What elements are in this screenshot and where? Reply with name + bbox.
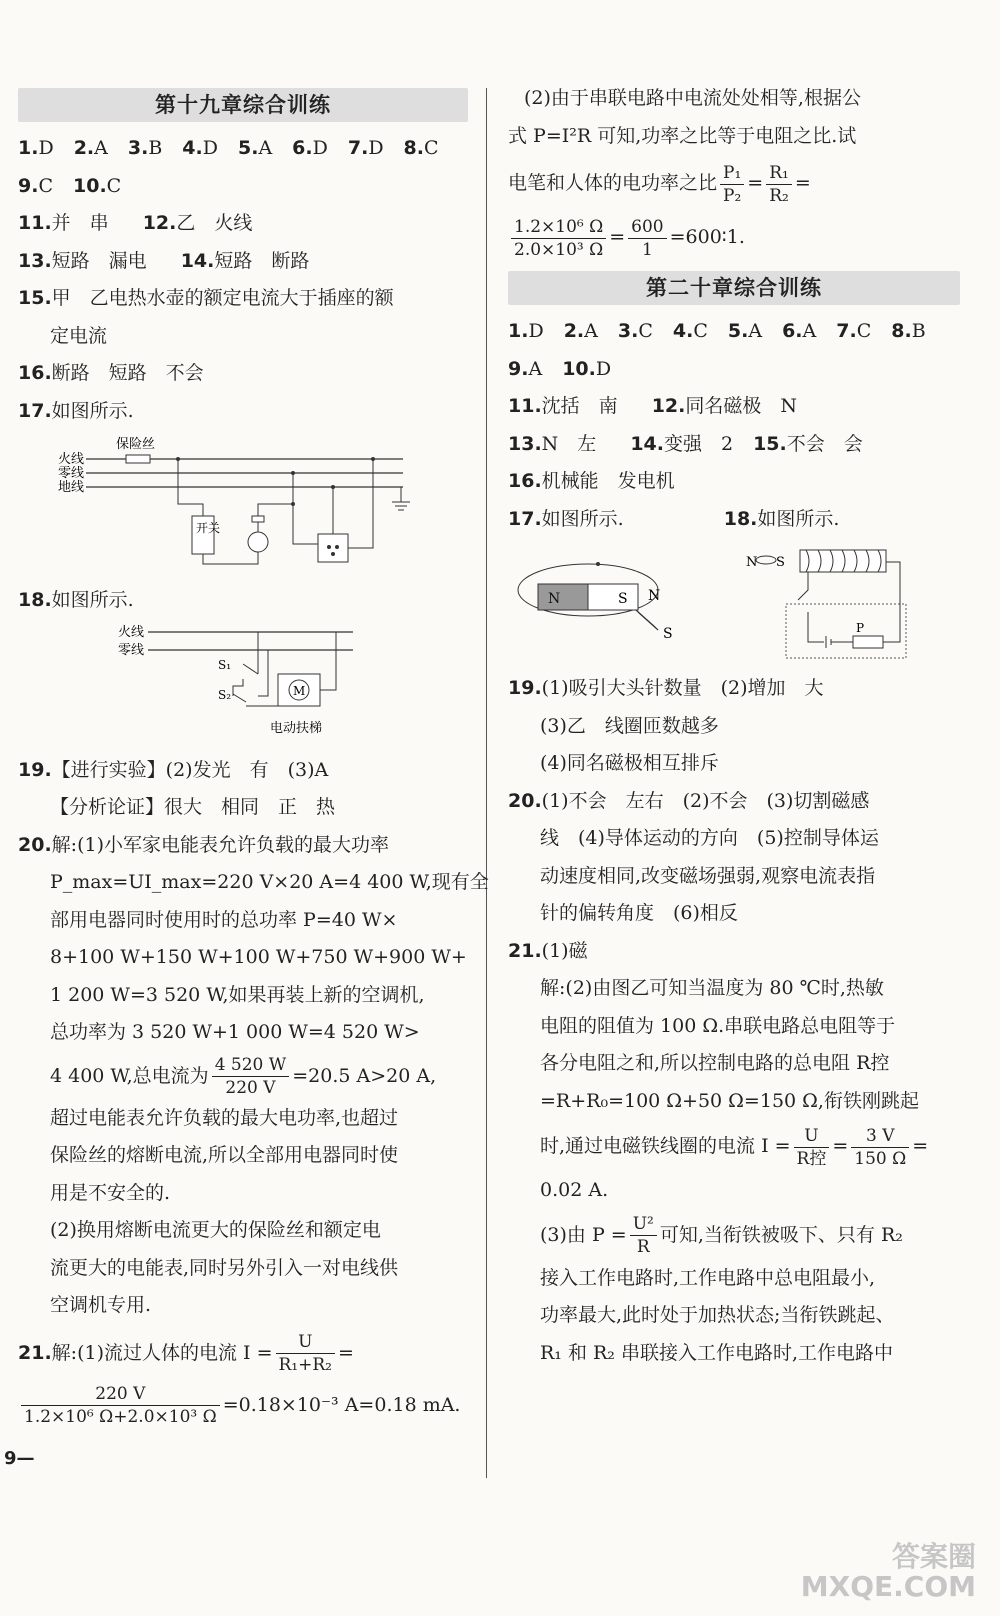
fire-wire-label: 火线 bbox=[58, 452, 85, 467]
q-num: 8. bbox=[891, 320, 912, 342]
motor-label: M bbox=[293, 683, 306, 698]
answer-17-18 bbox=[508, 501, 960, 539]
answer-20-l12: 流更大的电能表,同时另外引入一对电线供 bbox=[50, 1256, 399, 1279]
answer-row-1 bbox=[508, 313, 960, 351]
answer-choice: D bbox=[528, 320, 544, 342]
q-num: 4. bbox=[182, 137, 203, 159]
answer-20-l10: 用是不安全的. bbox=[50, 1181, 171, 1204]
denominator: 1 bbox=[641, 239, 653, 260]
answer: (1)吸引大头针数量 (2)增加 大 bbox=[541, 677, 824, 699]
answer: 短路 漏电 bbox=[51, 249, 147, 272]
compass2-s-label: S bbox=[776, 555, 785, 570]
cont-l3 bbox=[508, 155, 960, 211]
q-num: 10. bbox=[562, 357, 596, 380]
fraction bbox=[794, 1125, 830, 1170]
denominator: R₂ bbox=[769, 185, 789, 206]
q-num: 7. bbox=[836, 320, 857, 342]
answer-choice: D bbox=[202, 137, 218, 159]
answer-20-l3: 动速度相同,改变磁场强弱,观察电流表指 bbox=[540, 864, 876, 887]
q-num: 2. bbox=[563, 320, 585, 342]
q-num: 12. bbox=[142, 212, 177, 234]
answer-18 bbox=[18, 582, 468, 620]
text: 电笔和人体的电功率之比 bbox=[508, 172, 718, 194]
answer-choice: C bbox=[106, 174, 122, 197]
answer-20-l7 bbox=[18, 1052, 468, 1100]
answer-choice: A bbox=[258, 137, 273, 159]
answer-20-l2: P_max=UI_max=220 V×20 A=4 400 W,现有全 bbox=[50, 871, 489, 893]
denominator: P₂ bbox=[723, 185, 742, 206]
q-num: 17. bbox=[508, 507, 542, 530]
answer-21-l11: R₁ 和 R₂ 串联接入工作电路时,工作电路中 bbox=[540, 1341, 894, 1364]
watermark-logo: 答案圈 MXQE.COM bbox=[800, 1540, 976, 1603]
answer-choice: C bbox=[424, 137, 439, 159]
answer-21-l8 bbox=[508, 1210, 960, 1260]
fraction bbox=[21, 1383, 220, 1428]
q-num: 10. bbox=[73, 174, 107, 197]
answer: 沈括 南 bbox=[541, 395, 618, 417]
q-num: 11. bbox=[18, 212, 52, 234]
numerator: P₁ bbox=[720, 162, 744, 185]
equals: = bbox=[832, 1135, 849, 1157]
answer: 短路 断路 bbox=[214, 249, 310, 272]
answer-21-l4: 各分电阻之和,所以控制电路的总电阻 R控 bbox=[540, 1052, 890, 1074]
answer-choice: C bbox=[638, 320, 653, 342]
answer-20-l2: 线 (4)导体运动的方向 (5)控制导体运 bbox=[540, 827, 879, 849]
answer-choice: A bbox=[802, 320, 817, 342]
q-num: 21. bbox=[18, 1341, 52, 1364]
answer-choice: C bbox=[38, 174, 53, 197]
column-divider bbox=[486, 88, 487, 1478]
q-num: 8. bbox=[403, 137, 424, 159]
answer-15-cont: 定电流 bbox=[50, 324, 108, 347]
answer: 断路 短路 不会 bbox=[51, 362, 204, 384]
denominator: 2.0×10³ Ω bbox=[514, 239, 604, 260]
q-num: 6. bbox=[292, 137, 313, 159]
answer-13-14 bbox=[18, 243, 468, 281]
answer: 如图所示. bbox=[541, 507, 624, 530]
answer-choice: B bbox=[911, 320, 926, 342]
fraction bbox=[511, 216, 606, 261]
answer-20-l4: 8+100 W+150 W+100 W+750 W+900 W+ bbox=[50, 946, 467, 968]
answer-choice: D bbox=[595, 357, 612, 380]
denominator: 1.2×10⁶ Ω+2.0×10³ Ω bbox=[24, 1407, 217, 1427]
compass-n-label: N bbox=[648, 588, 661, 604]
q-num: 17. bbox=[18, 399, 52, 422]
text: 解:(1)流过人体的电流 I = bbox=[51, 1341, 273, 1364]
answer-19-l2: (3)乙 线圈匝数越多 bbox=[540, 714, 719, 737]
text: 4 400 W,总电流为 bbox=[50, 1064, 209, 1087]
answer-21-l7: 0.02 A. bbox=[540, 1179, 609, 1201]
household-circuit-diagram bbox=[18, 434, 418, 574]
fraction bbox=[630, 1213, 657, 1258]
answer-20-l11: (2)换用熔断电流更大的保险丝和额定电 bbox=[50, 1219, 381, 1241]
numerator: 3 V bbox=[851, 1125, 909, 1148]
answer: 不会 会 bbox=[786, 432, 863, 455]
fraction bbox=[851, 1125, 909, 1170]
answer-15 bbox=[18, 280, 468, 318]
denominator: R控 bbox=[796, 1148, 827, 1169]
answer-19-l3: (4)同名磁极相互排斥 bbox=[540, 752, 719, 774]
fraction bbox=[766, 162, 792, 207]
fraction bbox=[212, 1054, 290, 1099]
answer-20-l1 bbox=[18, 827, 468, 865]
slider-p-label: P bbox=[856, 621, 865, 635]
magnet-s-label: S bbox=[618, 591, 628, 607]
numerator: 600 bbox=[628, 216, 666, 239]
page-number: 9— bbox=[4, 1448, 35, 1469]
cont-l1: (2)由于串联电路中电流处处相等,根据公 bbox=[524, 87, 861, 109]
q-num: 15. bbox=[753, 432, 787, 455]
numerator: 1.2×10⁶ Ω bbox=[511, 216, 606, 239]
q-num: 6. bbox=[782, 320, 803, 342]
answer-21-l3: 电阻的阻值为 100 Ω.串联电路总电阻等于 bbox=[540, 1014, 896, 1037]
equals: = bbox=[747, 172, 764, 194]
answer-21-l2 bbox=[18, 1381, 468, 1429]
q-num: 14. bbox=[180, 249, 215, 272]
q-num: 12. bbox=[651, 395, 686, 417]
answer: 如图所示. bbox=[51, 589, 134, 611]
numerator: 4 520 W bbox=[212, 1054, 290, 1077]
compass-s-label: S bbox=[663, 626, 673, 642]
answer-choice: A bbox=[748, 320, 763, 342]
equals: = bbox=[337, 1341, 354, 1364]
switch-label: 开关 bbox=[196, 521, 221, 535]
text: 时,通过电磁铁线圈的电流 I = bbox=[540, 1135, 791, 1157]
q-num: 21. bbox=[508, 939, 542, 962]
answer-16 bbox=[18, 355, 468, 393]
numerator: R₁ bbox=[766, 162, 792, 185]
answer: 【进行实验】(2)发光 有 (3)A bbox=[51, 758, 329, 781]
answer-13-15 bbox=[508, 426, 960, 464]
q-num: 18. bbox=[723, 507, 758, 530]
q-num: 11. bbox=[508, 395, 542, 417]
answer: 机械能 发电机 bbox=[541, 470, 675, 492]
answer-19-l1 bbox=[508, 670, 960, 708]
q-num: 1. bbox=[508, 320, 529, 342]
q-num: 14. bbox=[630, 432, 664, 455]
cont-l2: 式 P=I²R 可知,功率之比等于电阻之比.试 bbox=[508, 124, 857, 147]
q-num: 2. bbox=[73, 137, 95, 159]
q-num: 4. bbox=[672, 320, 694, 342]
numerator: U bbox=[794, 1125, 830, 1148]
chapter19-title: 第十九章综合训练 bbox=[18, 88, 468, 122]
q-num: 13. bbox=[508, 432, 542, 455]
answer-row-2 bbox=[508, 351, 960, 389]
text: =20.5 A>20 A, bbox=[292, 1064, 437, 1087]
q-num: 13. bbox=[18, 249, 52, 272]
answer: 并 串 bbox=[51, 212, 109, 234]
cont-l4 bbox=[508, 211, 960, 263]
answer-21-l5: =R+R₀=100 Ω+50 Ω=150 Ω,衔铁刚跳起 bbox=[540, 1089, 919, 1112]
q-num: 20. bbox=[18, 833, 52, 856]
q-num: 18. bbox=[18, 589, 52, 611]
answer-20-l9: 保险丝的熔断电流,所以全部用电器同时使 bbox=[50, 1144, 399, 1166]
q-num: 7. bbox=[347, 137, 369, 159]
denominator: 150 Ω bbox=[854, 1148, 907, 1169]
ground-wire-label: 地线 bbox=[58, 480, 85, 495]
q-num: 5. bbox=[237, 137, 259, 159]
q-num: 16. bbox=[508, 470, 542, 492]
answer: 如图所示. bbox=[51, 399, 134, 422]
fraction bbox=[276, 1331, 335, 1376]
answer-choice: A bbox=[584, 320, 598, 342]
answer-21-l2: 解:(2)由图乙可知当温度为 80 ℃时,热敏 bbox=[540, 977, 884, 999]
answer-choice: D bbox=[38, 137, 54, 159]
q-num: 3. bbox=[127, 137, 149, 159]
numerator: U bbox=[276, 1331, 335, 1354]
text: =600∶1. bbox=[669, 226, 745, 248]
escalator-label: 电动扶梯 bbox=[270, 720, 323, 736]
answer-20-l13: 空调机专用. bbox=[50, 1294, 152, 1316]
text: (3)由 P = bbox=[540, 1223, 627, 1246]
compass2-n-label: N bbox=[746, 555, 758, 570]
answer-choice: D bbox=[312, 137, 328, 159]
answer-20-l3: 部用电器同时使用时的总功率 P=40 W× bbox=[50, 908, 398, 931]
fire-wire-label: 火线 bbox=[118, 624, 145, 640]
answer: N 左 bbox=[541, 432, 597, 455]
answer-row-1 bbox=[18, 130, 468, 168]
right-column bbox=[508, 80, 960, 1372]
zero-wire-label: 零线 bbox=[118, 642, 145, 658]
left-column bbox=[18, 80, 489, 1429]
answer-choice: A bbox=[94, 137, 108, 159]
q-num: 20. bbox=[508, 789, 542, 812]
equals: = bbox=[609, 226, 626, 248]
q-num: 3. bbox=[617, 320, 639, 342]
denominator: R bbox=[636, 1237, 650, 1257]
q-num: 5. bbox=[727, 320, 749, 342]
answer: 乙 火线 bbox=[176, 212, 253, 234]
zero-wire-label: 零线 bbox=[58, 466, 85, 481]
answer: 同名磁极 N bbox=[685, 395, 797, 417]
q-num: 19. bbox=[18, 758, 52, 781]
q-num: 16. bbox=[18, 362, 52, 384]
answer-20-l6: 总功率为 3 520 W+1 000 W=4 520 W> bbox=[50, 1021, 420, 1043]
answer-21-l10: 功率最大,此时处于加热状态;当衔铁跳起、 bbox=[540, 1304, 895, 1326]
answer-20-l8: 超过电能表允许负载的最大电功率,也超过 bbox=[50, 1106, 399, 1129]
answer-choice: B bbox=[148, 137, 163, 159]
fraction bbox=[720, 162, 744, 207]
chapter20-title: 第二十章综合训练 bbox=[508, 271, 960, 305]
denominator: R₁+R₂ bbox=[278, 1355, 332, 1375]
magnet-figures bbox=[508, 542, 958, 662]
answer-choice: C bbox=[856, 320, 872, 342]
answer-choice: D bbox=[368, 137, 384, 159]
text: 可知,当衔铁被吸下、只有 R₂ bbox=[659, 1223, 903, 1246]
answer-11-12 bbox=[18, 205, 468, 243]
answer-21-l9: 接入工作电路时,工作电路中总电阻最小, bbox=[540, 1266, 876, 1289]
equals: = bbox=[912, 1135, 929, 1157]
magnet-n-label: N bbox=[548, 591, 561, 607]
answer-21-l6 bbox=[508, 1120, 960, 1172]
answer: 如图所示. bbox=[757, 507, 840, 530]
answer: 甲 乙电热水壶的额定电流大于插座的额 bbox=[51, 287, 394, 309]
text: 解:(1)小军家电能表允许负载的最大功率 bbox=[51, 833, 389, 856]
q-num: 9. bbox=[18, 174, 39, 197]
answer-choice: A bbox=[528, 357, 543, 380]
answer-20-l1 bbox=[508, 783, 960, 821]
switch-s1-label: S₁ bbox=[218, 657, 232, 672]
answer-19-line1 bbox=[18, 752, 468, 790]
answer: 变强 2 bbox=[663, 432, 734, 455]
answer-16 bbox=[508, 463, 960, 501]
switch-s2-label: S₂ bbox=[218, 687, 232, 702]
answer: (1)不会 左右 (2)不会 (3)切割磁感 bbox=[541, 789, 870, 812]
q-num: 19. bbox=[508, 677, 542, 699]
answer-choice: C bbox=[693, 320, 708, 342]
q-num: 15. bbox=[18, 287, 52, 309]
answer-17 bbox=[18, 393, 468, 431]
answer-20-l5: 1 200 W=3 520 W,如果再装上新的空调机, bbox=[50, 983, 425, 1006]
fraction bbox=[628, 216, 666, 261]
text: =0.18×10⁻³ A=0.18 mA. bbox=[222, 1393, 461, 1416]
answer-20-l4: 针的偏转角度 (6)相反 bbox=[540, 902, 738, 924]
answer-row-2 bbox=[18, 168, 468, 206]
numerator: U² bbox=[630, 1213, 657, 1236]
answer-11-12 bbox=[508, 388, 960, 426]
q-num: 9. bbox=[508, 357, 529, 380]
denominator: 220 V bbox=[225, 1078, 276, 1098]
answer-21-l1 bbox=[508, 933, 960, 971]
q-num: 1. bbox=[18, 137, 39, 159]
numerator: 220 V bbox=[21, 1383, 220, 1406]
answer-19-line2: 【分析论证】很大 相同 正 热 bbox=[50, 796, 336, 818]
answer-21-l1 bbox=[18, 1325, 468, 1381]
fuse-label: 保险丝 bbox=[116, 437, 156, 452]
equals: = bbox=[794, 172, 811, 194]
escalator-circuit-diagram bbox=[18, 624, 418, 744]
answer: (1)磁 bbox=[541, 939, 588, 962]
